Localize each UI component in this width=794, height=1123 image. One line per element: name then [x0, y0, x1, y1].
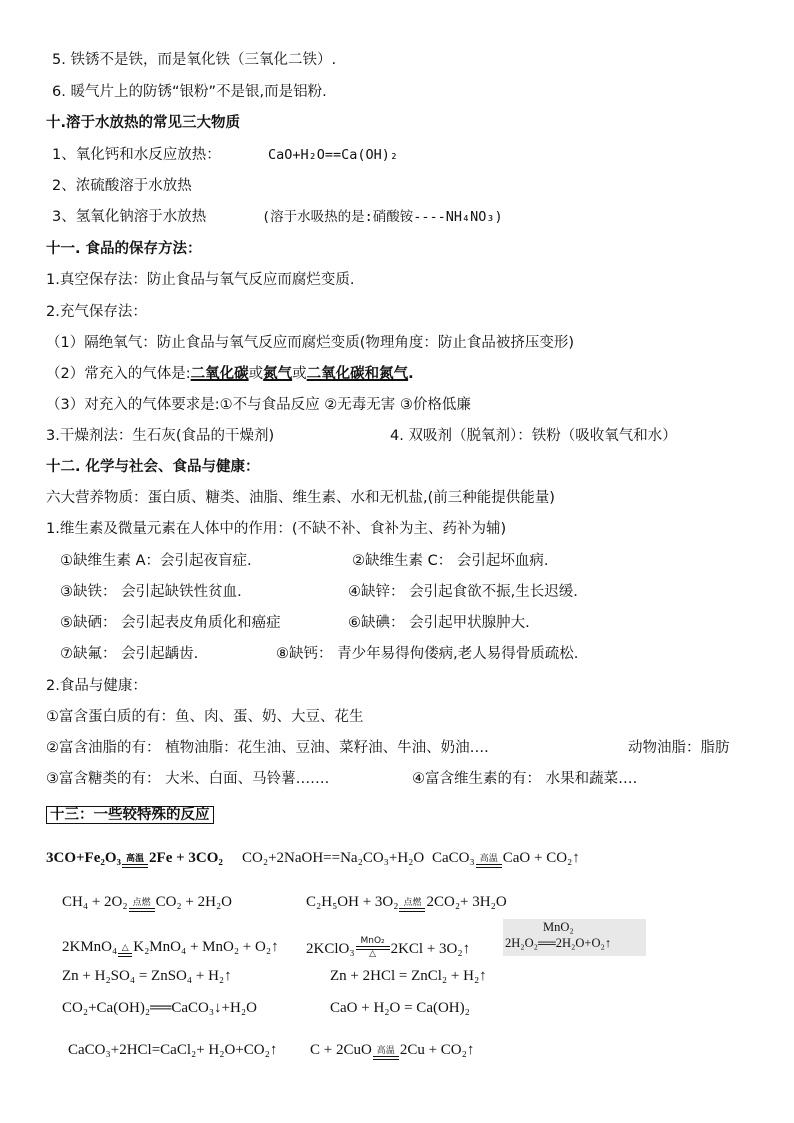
- condition-high-temp: 高温: [475, 855, 503, 868]
- eq-left: CH₄ + 2O₂: [62, 894, 128, 910]
- catalyst-label: MnO₂: [543, 920, 574, 934]
- section-13-heading: [46, 805, 214, 825]
- fat-foods: ②富含油脂的有： 植物油脂：花生油、豆油、菜籽油、牛油、奶油….: [46, 740, 489, 756]
- period: .: [408, 366, 414, 382]
- or-2: 或: [292, 366, 307, 382]
- s10-item-3-note: (溶于水吸热的是:硝酸铵----NH₄NO₃): [262, 209, 503, 225]
- eq-cao-water: CaO + H₂O = Ca(OH)₂: [330, 1000, 470, 1016]
- s11-item-2-2-lead: （2）常充入的气体是:: [46, 366, 191, 382]
- eq-zn-hcl: Zn + 2HCl = ZnCl₂ + H₂↑: [330, 968, 487, 984]
- s11-item-3: 3.干燥剂法：生石灰(食品的干燥剂): [46, 428, 275, 444]
- eq-zn-h2so4: Zn + H₂SO₄ = ZnSO₄ + H₂↑: [62, 968, 232, 984]
- eq-left: C + 2CuO: [310, 1042, 372, 1058]
- vitamin-foods: ④富含维生素的有： 水果和蔬菜….: [412, 771, 638, 787]
- s10-item-3: 3、氢氧化钠溶于水放热: [52, 209, 207, 225]
- deficiency-vit-c: ②缺维生素 C： 会引起坏血病.: [352, 553, 549, 569]
- gas-co2-n2: 二氧化碳和氮气: [306, 366, 409, 382]
- condition-ignite: 点燃: [128, 899, 156, 912]
- section-11-heading: 十一. 食品的保存方法：: [46, 241, 202, 257]
- eq-carbon-cuo: [310, 1040, 474, 1060]
- eq-right: CO₂ + 2H₂O: [155, 894, 233, 910]
- eq-caco3-hcl: CaCO₃+2HCl=CaCl₂+ H₂O+CO₂↑: [68, 1042, 278, 1058]
- protein-foods: ①富含蛋白质的有：鱼、肉、蛋、奶、大豆、花生: [46, 709, 364, 725]
- section-12-heading: 十二. 化学与社会、食品与健康：: [46, 459, 260, 475]
- eq-caco3-decomp: [432, 848, 580, 868]
- eq-right: K₂MnO₄ + MnO₂ + O₂↑: [133, 939, 279, 955]
- deficiency-iodine: ⑥缺碘： 会引起甲状腺肿大.: [348, 615, 530, 631]
- gas-co2: 二氧化碳: [190, 366, 249, 382]
- eq-right: 2Fe + 3CO₂: [149, 850, 223, 866]
- s11-item-2: 2.充气保存法：: [46, 304, 147, 320]
- eq-kmno4-decomp: [62, 937, 279, 957]
- eq-right: 2CO₂+ 3H₂O: [426, 894, 507, 910]
- eq-methane-combustion: [62, 892, 232, 912]
- eq-left: C₂H₅OH + 3O₂: [306, 894, 399, 910]
- h2o2-equation-image: [503, 919, 646, 956]
- s10-item-1-formula: CaO+H₂O==Ca(OH)₂: [268, 147, 399, 163]
- eq-right: 2Cu + CO₂↑: [399, 1042, 475, 1058]
- radiator-note: 6. 暖气片上的防锈“银粉”不是银,而是铝粉.: [52, 84, 327, 100]
- eq-left: CaCO₃: [432, 850, 475, 866]
- s11-item-4: 4. 双吸剂（脱氧剂）：铁粉（吸收氧气和水）: [390, 428, 677, 444]
- s11-item-2-3: （3）对充入的气体要求是:①不与食品反应 ②无毒无害 ③价格低廉: [46, 397, 471, 413]
- s10-item-2: 2、浓硫酸溶于水放热: [52, 178, 192, 194]
- deficiency-vit-a: ①缺维生素 A：会引起夜盲症.: [60, 553, 252, 569]
- eq-ethanol-combustion: [306, 892, 507, 912]
- eq-co2-naoh: CO₂+2NaOH==Na₂CO₃+H₂O: [242, 850, 425, 866]
- eq-left: 3CO+Fe₂O₃: [46, 850, 122, 866]
- six-nutrients: 六大营养物质：蛋白质、糖类、油脂、维生素、水和无机盐,(前三种能提供能量): [46, 490, 555, 506]
- deficiency-iron: ③缺铁： 会引起缺铁性贫血.: [60, 584, 242, 600]
- s11-item-2-1: （1）隔绝氧气：防止食品与氧气反应而腐烂变质(物理角度：防止食品被挤压变形): [46, 335, 575, 351]
- or-1: 或: [248, 366, 264, 382]
- sugar-foods: ③富含糖类的有： 大米、白面、马铃薯…….: [46, 771, 330, 787]
- condition-heat: △: [117, 944, 133, 957]
- eq-kclo3-decomp: [306, 937, 470, 959]
- eq-fe-reduction: [46, 848, 223, 868]
- condition-mno2-heat: MnO₂ △: [355, 937, 391, 959]
- deficiency-zinc: ④缺锌： 会引起食欲不振,生长迟缓.: [348, 584, 578, 600]
- eq-limewater: CO₂+Ca(OH)₂══CaCO₃↓+H₂O: [62, 1000, 257, 1016]
- food-health-heading: 2.食品与健康：: [46, 678, 147, 694]
- s11-item-2-2: [46, 364, 414, 384]
- deficiency-fluorine: ⑦缺氟： 会引起龋齿.: [60, 646, 199, 662]
- h2o2-equation: 2H₂O₂══2H₂O+O₂↑: [505, 936, 612, 950]
- deficiency-calcium: ⑧缺钙： 青少年易得佝偻病,老人易得骨质疏松.: [276, 646, 579, 662]
- deficiency-selenium: ⑤缺硒： 会引起表皮角质化和癌症: [60, 615, 281, 631]
- condition-high-temp: 高温: [121, 855, 149, 868]
- vitamins-intro: 1.维生素及微量元素在人体中的作用：(不缺不补、食补为主、药补为辅): [46, 521, 507, 537]
- section-13-title: 十三：一些较特殊的反应: [46, 806, 214, 824]
- s10-item-1: 1、氧化钙和水反应放热：: [52, 147, 221, 163]
- eq-right: 2KCl + 3O₂↑: [390, 941, 471, 957]
- eq-right: CaO + CO₂↑: [502, 850, 580, 866]
- s11-item-1: 1.真空保存法：防止食品与氧气反应而腐烂变质.: [46, 272, 355, 288]
- eq-left: 2KClO₃: [306, 941, 355, 957]
- gas-n2: 氮气: [263, 366, 293, 382]
- eq-left: 2KMnO₄: [62, 939, 118, 955]
- condition-high-temp: 高温: [372, 1047, 400, 1060]
- section-10-heading: 十.溶于水放热的常见三大物质: [46, 115, 241, 131]
- rust-note: 5. 铁锈不是铁，而是氧化铁（三氧化二铁）.: [52, 52, 337, 68]
- animal-fat: 动物油脂：脂肪: [628, 740, 730, 756]
- condition-ignite: 点燃: [398, 899, 426, 912]
